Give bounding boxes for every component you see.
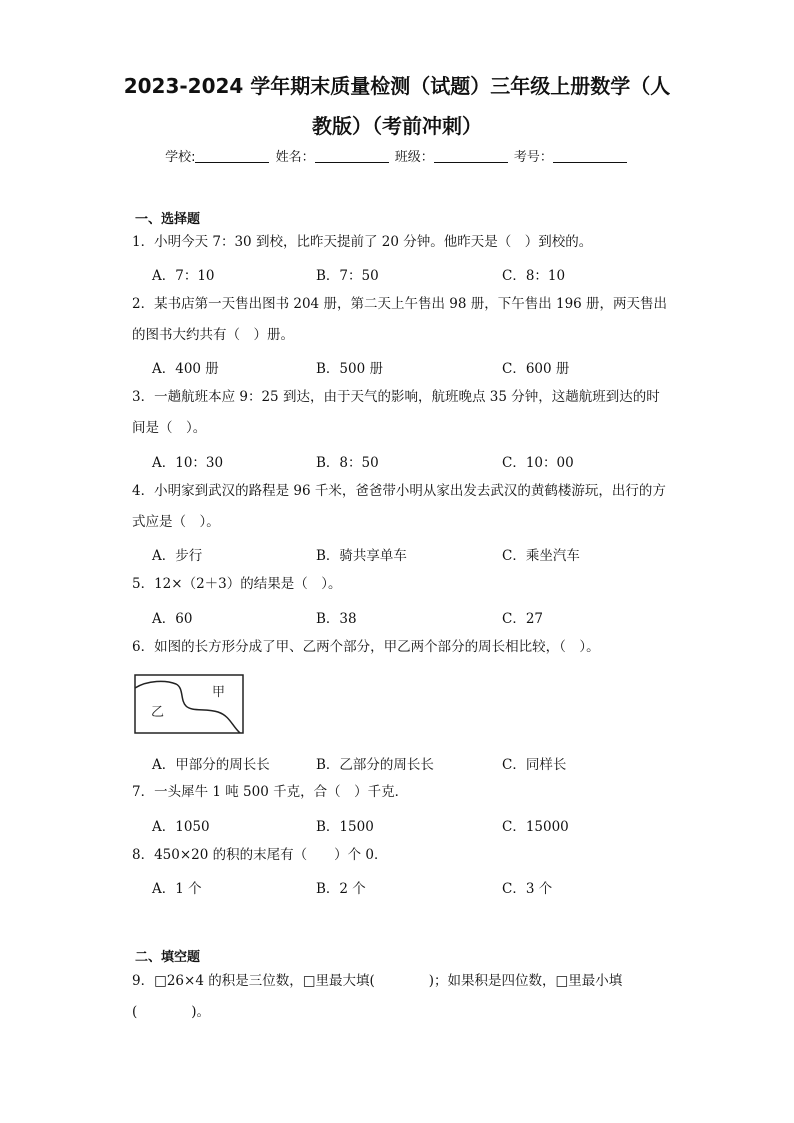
- class-label: 班级：: [394, 150, 434, 165]
- option-b[interactable]: B．乙部分的周长长: [316, 757, 434, 773]
- option-c[interactable]: C．8：10: [502, 268, 566, 284]
- option-a[interactable]: A．400 册: [152, 361, 219, 377]
- question-8: 8．450×20 的积的末尾有（ ）个 0．: [132, 847, 388, 863]
- page-title-line1: 2023-2024 学年期末质量检测（试题）三年级上册数学（人: [123, 74, 671, 98]
- option-a[interactable]: A．10：30: [152, 455, 224, 471]
- option-b[interactable]: B．2 个: [316, 881, 366, 897]
- rectangle-figure: [134, 674, 246, 740]
- option-b[interactable]: B．500 册: [316, 361, 383, 377]
- option-c[interactable]: C．乘坐汽车: [502, 548, 580, 564]
- question-2: 2．某书店第一天售出图书 204 册，第二天上午售出 98 册，下午售出 196 册，两天售出的图书大约共有（ ）册。: [132, 296, 668, 343]
- option-a[interactable]: A．1050: [152, 819, 210, 835]
- option-b[interactable]: B．7：50: [316, 268, 379, 284]
- option-c[interactable]: C．27: [502, 611, 544, 627]
- option-a[interactable]: A．7：10: [152, 268, 215, 284]
- name-label: 姓名：: [275, 150, 315, 165]
- page-title-line2: 教版）（考前冲刺）: [312, 114, 482, 138]
- exam-number-label: 考号：: [513, 150, 553, 165]
- question-7: 7．一头犀牛 1 吨 500 千克，合（ ）千克．: [132, 784, 409, 800]
- option-c[interactable]: C．600 册: [502, 361, 570, 377]
- question-3: 3．一趟航班本应 9：25 到达，由于天气的影响，航班晚点 35 分钟，这趟航班到达的时间是（ ）。: [132, 389, 660, 436]
- option-a[interactable]: A．1 个: [152, 881, 202, 897]
- option-c[interactable]: C．15000: [502, 819, 569, 835]
- option-b[interactable]: B．骑共享单车: [316, 548, 407, 564]
- option-a[interactable]: A．甲部分的周长长: [152, 757, 270, 773]
- question-5: 5．12×（2＋3）的结果是（ ）。: [132, 576, 342, 592]
- question-9-line1: 9．□26×4 的积是三位数，□里最大填( )；如果积是四位数，□里最小填: [132, 973, 623, 989]
- label-jia: 甲: [212, 685, 226, 700]
- option-b[interactable]: B．8：50: [316, 455, 379, 471]
- exam-number-blank[interactable]: [553, 150, 627, 163]
- section-choice-heading: 一、选择题: [135, 212, 201, 227]
- student-info-row: [0, 146, 794, 165]
- question-4: 4．小明家到武汉的路程是 96 千米，爸爸带小明从家出发去武汉的黄鹤楼游玩，出行的方式应是（ ）。: [132, 483, 666, 530]
- label-yi: 乙: [151, 705, 165, 720]
- name-blank[interactable]: [315, 150, 389, 163]
- option-c[interactable]: C．3 个: [502, 881, 553, 897]
- class-blank[interactable]: [434, 150, 508, 163]
- section-fill-heading: 二、填空题: [135, 950, 201, 965]
- option-a[interactable]: A．步行: [152, 548, 203, 564]
- question-1: 1．小明今天 7：30 到校，比昨天提前了 20 分钟。他昨天是（ ）到校的。: [132, 234, 593, 250]
- school-label: 学校:: [165, 150, 196, 165]
- option-b[interactable]: B．1500: [316, 819, 374, 835]
- option-c[interactable]: C．同样长: [502, 757, 567, 773]
- question-9-line2: ( )。: [132, 1004, 211, 1020]
- option-b[interactable]: B．38: [316, 611, 357, 627]
- rectangle-diagram: [134, 674, 246, 736]
- option-a[interactable]: A．60: [152, 611, 193, 627]
- rectangle-outline: [135, 675, 243, 733]
- option-c[interactable]: C．10：00: [502, 455, 574, 471]
- school-blank[interactable]: [195, 150, 269, 163]
- question-6: 6．如图的长方形分成了甲、乙两个部分，甲乙两个部分的周长相比较，（ ）。: [132, 639, 600, 655]
